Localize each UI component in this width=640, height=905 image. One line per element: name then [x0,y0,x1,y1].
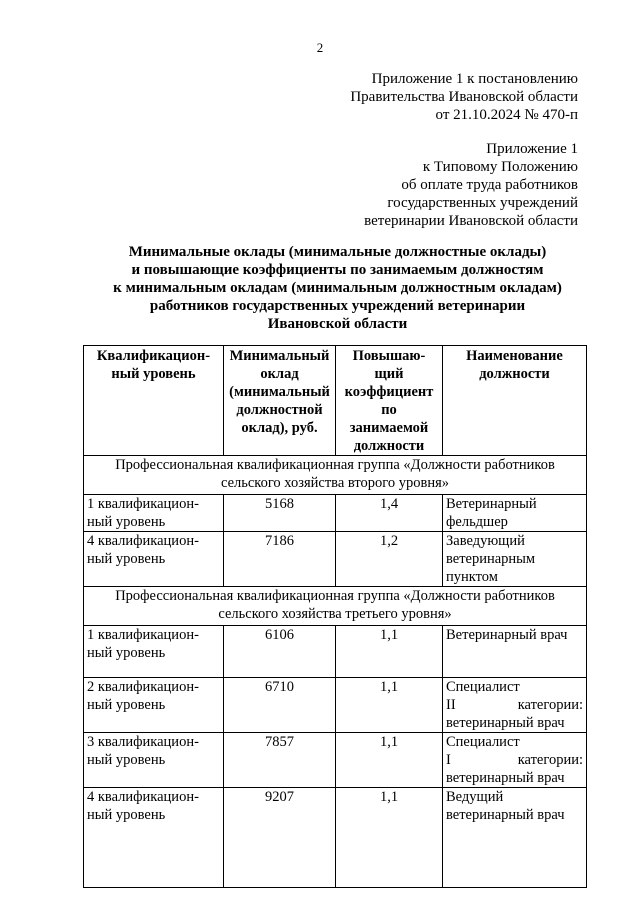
title-line: и повышающие коэффициенты по занимаемым должностям [131,262,544,278]
title-line: к минимальным окладам (минимальным должностным окладам) [113,280,562,296]
cell-level: 1 квалификацион- ный уровень [84,495,224,532]
table-row [84,495,587,532]
annex-line: Правительства Ивановской области [350,89,578,105]
cell-coefficient: 1,1 [336,733,443,788]
annex-line: Приложение 1 [486,141,578,157]
regulation-annex-block [364,140,578,230]
cell-salary: 5168 [224,495,336,532]
group-title: Профессиональная квалификационная группа «Должности работников сельского хозяйства второго уровня» [84,456,587,495]
annex-line: государственных учреждений [387,195,578,211]
cell-coefficient: 1,1 [336,678,443,733]
table-header-row [84,346,587,456]
cell-coefficient: 1,1 [336,626,443,678]
group-title: Профессиональная квалификационная группа «Должности работников сельского хозяйства третьего уровня» [84,587,587,626]
cell-position: Специалист II категории: ветеринарный врач [443,678,587,733]
table-row [84,626,587,678]
cell-salary: 7857 [224,733,336,788]
cell-position: Ведущий ветеринарный врач [443,788,587,888]
table-row [84,733,587,788]
header-qualification-level: Квалификацион- ный уровень [84,346,224,456]
cell-position: Специалист I категории: ветеринарный врач [443,733,587,788]
annex-line: об оплате труда работников [401,177,578,193]
cell-position: Заведующий ветеринарным пунктом [443,532,587,587]
cell-level: 4 квалификацион- ный уровень [84,532,224,587]
title-line: работников государственных учреждений ветеринарии [149,298,526,314]
cell-position: Ветеринарный фельдшер [443,495,587,532]
annex-line: Приложение 1 к постановлению [371,71,578,87]
resolution-annex-block [350,70,578,124]
header-position-name: Наименование должности [443,346,587,456]
group-row [84,456,587,495]
annex-line: от 21.10.2024 № 470-п [435,107,578,123]
header-coefficient: Повышаю- щий коэффициент по занимаемой должности [336,346,443,456]
cell-level: 1 квалификацион- ный уровень [84,626,224,678]
cell-salary: 7186 [224,532,336,587]
annex-line: ветеринарии Ивановской области [364,213,578,229]
page-number: 2 [316,40,324,55]
table-row [84,532,587,587]
cell-level: 3 квалификацион- ный уровень [84,733,224,788]
annex-line: к Типовому Положению [422,159,578,175]
cell-level: 4 квалификацион- ный уровень [84,788,224,888]
cell-salary: 9207 [224,788,336,888]
table-row [84,788,587,888]
title-line: Минимальные оклады (минимальные должностные оклады) [128,244,547,260]
document-title [60,243,615,333]
cell-salary: 6106 [224,626,336,678]
cell-salary: 6710 [224,678,336,733]
cell-coefficient: 1,4 [336,495,443,532]
cell-position: Ветеринарный врач [443,626,587,678]
cell-coefficient: 1,2 [336,532,443,587]
table-row [84,678,587,733]
title-line: Ивановской области [267,316,408,332]
cell-coefficient: 1,1 [336,788,443,888]
header-min-salary: Минимальный оклад (минимальный должностной оклад), руб. [224,346,336,456]
group-row [84,587,587,626]
salary-table [83,345,587,888]
cell-level: 2 квалификацион- ный уровень [84,678,224,733]
